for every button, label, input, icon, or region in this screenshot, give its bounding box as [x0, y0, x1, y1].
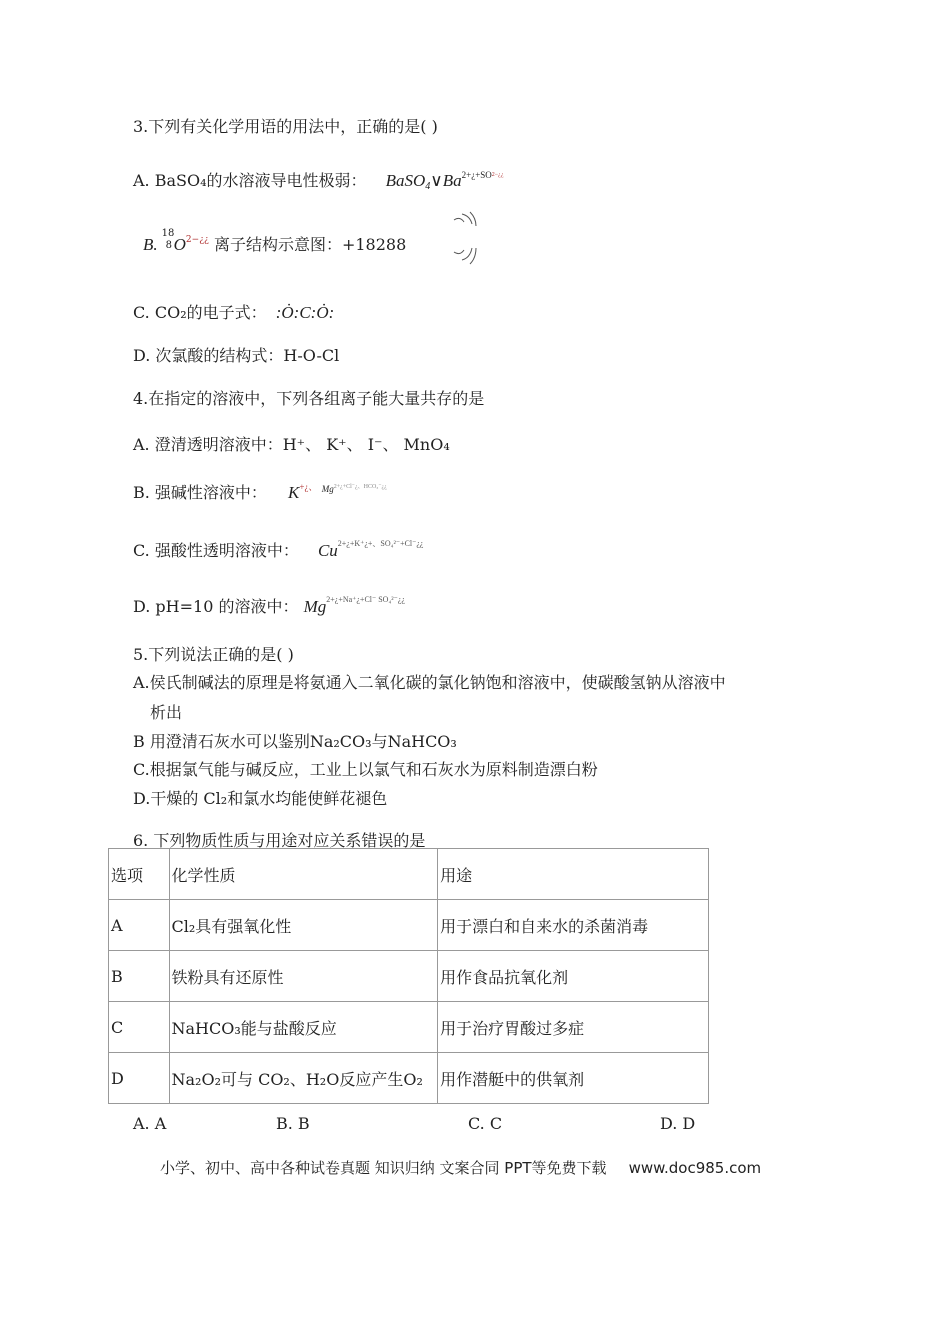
cell-option: B	[109, 951, 170, 1002]
q4-option-b-text: B. 强碱性溶液中：	[133, 483, 267, 502]
cell-property: Na₂O₂可与 CO₂、H₂O反应产生O₂	[169, 1053, 438, 1104]
q6-answer-b: B. B	[276, 1114, 310, 1133]
q5-option-d: D.干燥的 Cl₂和氯水均能使鲜花褪色	[133, 789, 388, 808]
page-footer	[160, 1157, 761, 1178]
q6-table	[108, 848, 709, 1104]
q6-answer-c: C. C	[468, 1114, 503, 1133]
q3-option-c	[133, 300, 334, 323]
cell-usage: 用于漂白和自来水的杀菌消毒	[438, 900, 709, 951]
q3-option-a-formula: $BaSO_4\vee Ba^{2+¿+SO2-¿¿}$	[385, 170, 504, 192]
q6-stem: 6. 下列物质性质与用途对应关系错误的是	[133, 831, 426, 850]
q4-option-a: A. 澄清透明溶液中：H⁺、 K⁺、 I⁻、 MnO₄	[133, 435, 450, 454]
ion-structure-arcs-icon	[440, 208, 486, 270]
q3-option-b-text: 离子结构示意图：+18288	[213, 235, 407, 254]
q6-answer-d: D. D	[660, 1114, 696, 1133]
table-row	[109, 900, 709, 951]
q4-stem: 4.在指定的溶液中，下列各组离子能大量共存的是	[133, 389, 485, 408]
cell-option: C	[109, 1002, 170, 1053]
table-row	[109, 951, 709, 1002]
q3-stem: 3.下列有关化学用语的用法中，正确的是( )	[133, 117, 438, 136]
header-usage: 用途	[438, 849, 709, 900]
q5-option-c: C.根据氯气能与碱反应，工业上以氯气和石灰水为原料制造漂白粉	[133, 760, 598, 779]
q4-option-b	[133, 480, 387, 503]
cell-option: A	[109, 900, 170, 951]
header-property: 化学性质	[169, 849, 438, 900]
q3-option-c-formula: :Ȯ:C:Ȯ:	[275, 303, 335, 322]
q3-option-b-prefix: B.	[143, 235, 158, 254]
q4-option-d-formula: $Mg^{2+¿+Na^+¿+Cl^- SO_4^{2-}¿¿}$	[303, 595, 405, 616]
q5-option-b: B 用澄清石灰水可以鉴别Na₂CO₃与NaHCO₃	[133, 732, 457, 751]
footer-text: 小学、初中、高中各种试卷真题 知识归纳 文案合同 PPT等免费下载	[160, 1159, 607, 1177]
cell-option: D	[109, 1053, 170, 1104]
q3-option-a	[133, 168, 504, 192]
q4-option-c	[133, 538, 423, 561]
header-option: 选项	[109, 849, 170, 900]
cell-property: NaHCO₃能与盐酸反应	[169, 1002, 438, 1053]
table-row	[109, 1053, 709, 1104]
q3-option-b-ion: O	[173, 235, 186, 254]
cell-usage: 用作食品抗氧化剂	[438, 951, 709, 1002]
q3-option-d: D. 次氯酸的结构式：H-O-Cl	[133, 346, 340, 365]
q5-stem: 5.下列说法正确的是( )	[133, 645, 294, 664]
footer-site-link[interactable]: www.doc985.com	[628, 1159, 762, 1177]
cell-property: 铁粉具有还原性	[169, 951, 438, 1002]
q3-option-b	[143, 230, 406, 255]
q4-option-b-formula: K+¿、 $^{Mg2+¿+Cl^-¿、HCO_3^-¿¿}$	[288, 482, 387, 502]
q4-option-d-text: D. pH=10 的溶液中：	[133, 597, 299, 616]
q4-option-d	[133, 594, 405, 617]
q4-option-c-formula: $Cu^{2+¿+K^+¿+、SO_4^{2-}+Cl^-¿¿}$	[317, 539, 424, 560]
cell-usage: 用于治疗胃酸过多症	[438, 1002, 709, 1053]
q5-option-a-line2: 析出	[150, 703, 183, 722]
q3-option-c-text: C. CO₂的电子式：	[133, 303, 267, 322]
q3-option-b-ion-charge: 2−¿¿	[185, 235, 209, 245]
q6-answer-a: A. A	[133, 1114, 167, 1133]
q3-option-a-text: A. BaSO₄的水溶液导电性极弱：	[133, 171, 367, 190]
q5-option-a-line1: A.侯氏制碱法的原理是将氨通入二氧化碳的氯化钠饱和溶液中，使碳酸氢钠从溶液中	[133, 673, 726, 692]
table-header-row	[109, 849, 709, 900]
cell-usage: 用作潜艇中的供氧剂	[438, 1053, 709, 1104]
table-row	[109, 1002, 709, 1053]
cell-property: Cl₂具有强氧化性	[169, 900, 438, 951]
q3-option-b-nuclide: 18 8	[161, 228, 175, 251]
q4-option-c-text: C. 强酸性透明溶液中：	[133, 541, 299, 560]
